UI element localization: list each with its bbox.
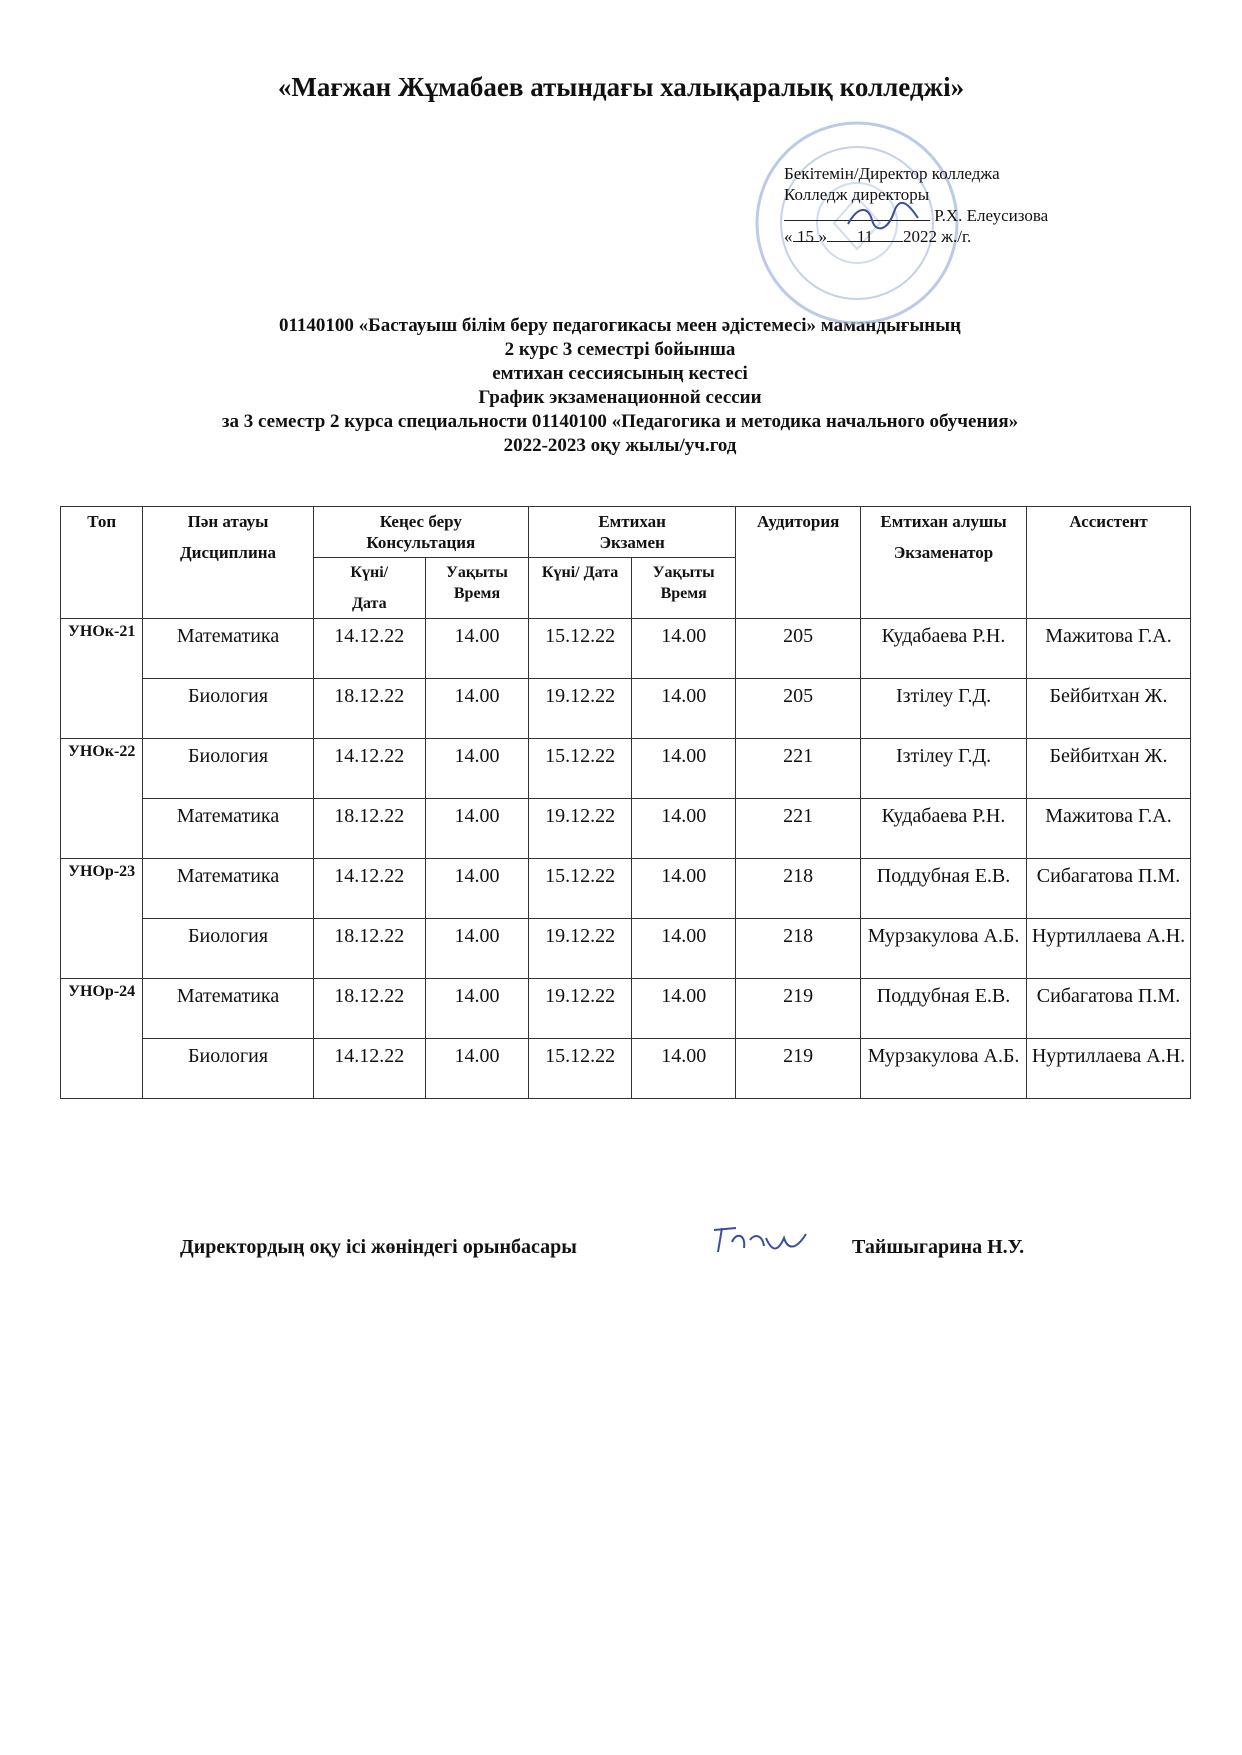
deputy-signature-icon xyxy=(706,1222,816,1262)
consult-date-cell: 14.12.22 xyxy=(313,1039,425,1099)
room-cell: 221 xyxy=(736,799,861,859)
group-cell xyxy=(61,1039,143,1099)
examiner-cell: Мурзакулова А.Б. xyxy=(861,919,1027,979)
assistant-cell: Сибагатова П.М. xyxy=(1027,979,1191,1039)
exam-date-cell: 15.12.22 xyxy=(529,1039,632,1099)
assistant-cell: Мажитова Г.А. xyxy=(1027,619,1191,679)
exam-time-cell: 14.00 xyxy=(632,619,736,679)
approver-name: Р.Х. Елеусизова xyxy=(934,206,1049,225)
heading-line-1: 01140100 «Бастауыш білім беру педагогикасы меен әдістемесі» мамандығының xyxy=(278,315,962,336)
exam-schedule-table xyxy=(60,506,1191,1099)
consult-time-cell: 14.00 xyxy=(425,679,528,739)
room-cell: 218 xyxy=(736,919,861,979)
assistant-cell: Бейбитхан Ж. xyxy=(1027,679,1191,739)
header-room: Аудитория xyxy=(736,507,861,619)
discipline-cell: Биология xyxy=(143,919,313,979)
assistant-cell: Нуртиллаева А.Н. xyxy=(1027,1039,1191,1099)
exam-time-cell: 14.00 xyxy=(632,679,736,739)
group-cell xyxy=(61,799,143,859)
date-day: 15 xyxy=(793,226,819,242)
date-month: 11 xyxy=(827,226,903,242)
table-row xyxy=(61,619,1191,679)
examiner-cell: Ізтілеу Г.Д. xyxy=(861,739,1027,799)
heading-line-5: за 3 семестр 2 курса специальности 01140100 «Педагогика и методика начального обучения» xyxy=(221,411,1019,432)
table-row xyxy=(61,979,1191,1039)
approval-signature-icon xyxy=(842,200,922,234)
consult-date-cell: 18.12.22 xyxy=(313,919,425,979)
header-consult-date: Күні/ Дата xyxy=(313,558,425,619)
heading-line-2: 2 курс 3 семестрі бойынша xyxy=(504,339,736,360)
assistant-cell: Мажитова Г.А. xyxy=(1027,799,1191,859)
room-cell: 205 xyxy=(736,679,861,739)
consult-date-cell: 18.12.22 xyxy=(313,979,425,1039)
heading-line-4: График экзаменационной сессии xyxy=(478,387,762,408)
header-examiner: Емтихан алушы Экзаменатор xyxy=(861,507,1027,619)
room-cell: 218 xyxy=(736,859,861,919)
date-quote-open: « xyxy=(784,227,793,246)
table-row xyxy=(61,679,1191,739)
consult-time-cell: 14.00 xyxy=(425,799,528,859)
college-title: «Мағжан Жұмабаев атындағы халықаралық колледжі» xyxy=(277,72,965,102)
deputy-name: Тайшыгарина Н.У. xyxy=(852,1236,1025,1258)
discipline-cell: Биология xyxy=(143,739,313,799)
examiner-cell: Мурзакулова А.Б. xyxy=(861,1039,1027,1099)
examiner-cell: Кудабаева Р.Н. xyxy=(861,619,1027,679)
table-row xyxy=(61,859,1191,919)
exam-date-cell: 19.12.22 xyxy=(529,679,632,739)
discipline-cell: Математика xyxy=(143,619,313,679)
header-consultation: Кеңес беру Консультация xyxy=(313,507,528,558)
header-exam: Емтихан Экзамен xyxy=(529,507,736,558)
exam-date-cell: 15.12.22 xyxy=(529,859,632,919)
table-row xyxy=(61,799,1191,859)
exam-time-cell: 14.00 xyxy=(632,739,736,799)
approval-block xyxy=(784,163,1084,247)
examiner-cell: Поддубная Е.В. xyxy=(861,979,1027,1039)
assistant-cell: Нуртиллаева А.Н. xyxy=(1027,919,1191,979)
exam-time-cell: 14.00 xyxy=(632,919,736,979)
header-assistant: Ассистент xyxy=(1027,507,1191,619)
examiner-cell: Ізтілеу Г.Д. xyxy=(861,679,1027,739)
header-consult-time: Уақыты Время xyxy=(425,558,528,619)
assistant-cell: Сибагатова П.М. xyxy=(1027,859,1191,919)
discipline-cell: Биология xyxy=(143,1039,313,1099)
examiner-cell: Поддубная Е.В. xyxy=(861,859,1027,919)
room-cell: 205 xyxy=(736,619,861,679)
exam-time-cell: 14.00 xyxy=(632,979,736,1039)
exam-date-cell: 19.12.22 xyxy=(529,919,632,979)
room-cell: 219 xyxy=(736,979,861,1039)
approval-signature-line xyxy=(784,205,1084,226)
consult-date-cell: 14.12.22 xyxy=(313,859,425,919)
room-cell: 221 xyxy=(736,739,861,799)
header-group: Топ xyxy=(61,507,143,619)
header-exam-time: Уақыты Время xyxy=(632,558,736,619)
group-cell: УНОр-23 xyxy=(61,859,143,919)
group-cell: УНОк-22 xyxy=(61,739,143,799)
exam-date-cell: 15.12.22 xyxy=(529,619,632,679)
table-row xyxy=(61,1039,1191,1099)
consult-date-cell: 14.12.22 xyxy=(313,619,425,679)
examiner-cell: Кудабаева Р.Н. xyxy=(861,799,1027,859)
approval-line-1: Бекітемін/Директор колледжа xyxy=(784,164,1000,183)
consult-time-cell: 14.00 xyxy=(425,739,528,799)
header-exam-date: Күні/ Дата xyxy=(529,558,632,619)
group-cell: УНОк-21 xyxy=(61,619,143,679)
date-quote-close: » xyxy=(818,227,827,246)
consult-date-cell: 18.12.22 xyxy=(313,679,425,739)
discipline-cell: Математика xyxy=(143,859,313,919)
date-year: 2022 ж./г. xyxy=(903,227,972,246)
approval-date-line xyxy=(784,226,1084,247)
room-cell: 219 xyxy=(736,1039,861,1099)
consult-time-cell: 14.00 xyxy=(425,1039,528,1099)
discipline-cell: Математика xyxy=(143,799,313,859)
discipline-cell: Математика xyxy=(143,979,313,1039)
consult-date-cell: 18.12.22 xyxy=(313,799,425,859)
deputy-position: Директордың оқу ісі жөніндегі орынбасары xyxy=(180,1236,577,1258)
exam-date-cell: 15.12.22 xyxy=(529,739,632,799)
assistant-cell: Бейбитхан Ж. xyxy=(1027,739,1191,799)
table-row xyxy=(61,739,1191,799)
consult-date-cell: 14.12.22 xyxy=(313,739,425,799)
heading-line-6: 2022-2023 оқу жылы/уч.год xyxy=(503,435,737,456)
heading-line-3: емтихан сессиясының кестесі xyxy=(492,363,748,384)
consult-time-cell: 14.00 xyxy=(425,919,528,979)
table-row xyxy=(61,919,1191,979)
header-discipline: Пән атауы Дисциплина xyxy=(143,507,313,619)
schedule-heading xyxy=(40,314,1200,458)
exam-date-cell: 19.12.22 xyxy=(529,799,632,859)
consult-time-cell: 14.00 xyxy=(425,979,528,1039)
group-cell xyxy=(61,679,143,739)
exam-time-cell: 14.00 xyxy=(632,799,736,859)
group-cell xyxy=(61,919,143,979)
approval-line-2: Колледж директоры xyxy=(784,185,930,204)
exam-time-cell: 14.00 xyxy=(632,1039,736,1099)
consult-time-cell: 14.00 xyxy=(425,619,528,679)
consult-time-cell: 14.00 xyxy=(425,859,528,919)
discipline-cell: Биология xyxy=(143,679,313,739)
exam-time-cell: 14.00 xyxy=(632,859,736,919)
exam-date-cell: 19.12.22 xyxy=(529,979,632,1039)
group-cell: УНОр-24 xyxy=(61,979,143,1039)
